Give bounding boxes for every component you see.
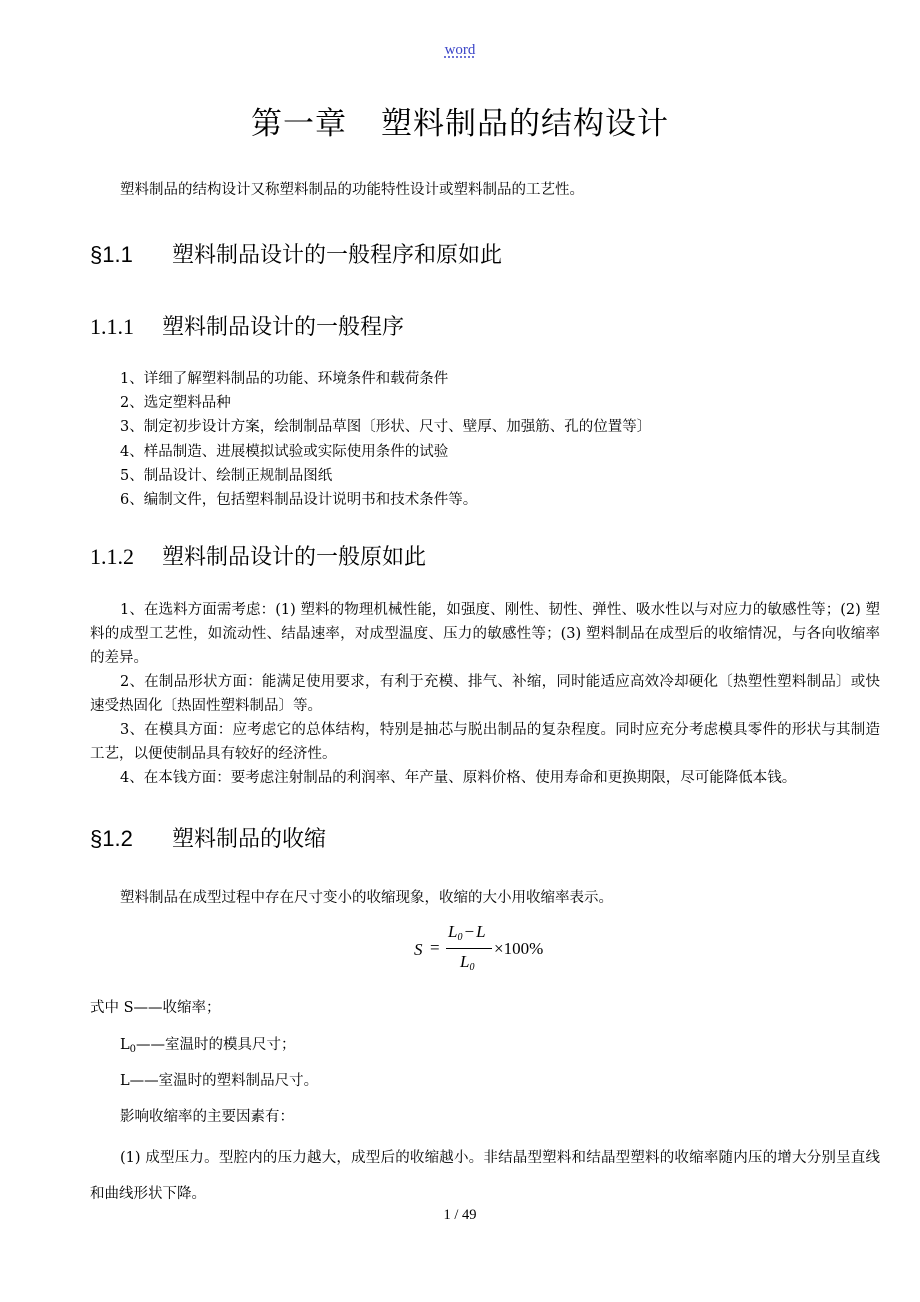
formula-subscript: 0 xyxy=(457,932,463,943)
formula-subscript: 0 xyxy=(469,962,475,973)
subsection-number: 1.1.2 xyxy=(90,544,134,569)
page-number: 1 / 49 xyxy=(443,1207,477,1223)
list-item: 5、制品设计、绘制正规制品图纸 xyxy=(120,467,333,484)
chapter-title xyxy=(0,98,920,143)
section-number: §1.2 xyxy=(90,826,133,851)
shrink-intro: 塑料制品在成型过程中存在尺寸变小的收缩现象，收缩的大小用收缩率表示。 xyxy=(120,890,613,906)
subsection-1-1-1-heading xyxy=(90,310,404,341)
principle-paragraph: 3、在模具方面：应考虑它的总体结构，特别是抽芯与脱出制品的复杂程度。同时应充分考虑模具零件的形状与其制造工艺，以便使制品具有较好的经济性。 xyxy=(90,722,880,762)
factors-title: 影响收缩率的主要因素有： xyxy=(120,1109,294,1125)
where-line: 式中 S——收缩率； xyxy=(90,1000,221,1016)
fraction-bar xyxy=(446,948,492,949)
shrinkage-formula xyxy=(410,922,570,980)
definition-subscript: 0 xyxy=(129,1044,137,1055)
chapter-number: 第一章 xyxy=(251,106,347,142)
list-item: 4、样品制造、进展模拟试验或实际使用条件的试验 xyxy=(120,443,449,460)
formula-var: L xyxy=(460,952,470,971)
section-1-1-heading xyxy=(90,238,502,269)
intro-paragraph: 塑料制品的结构设计又称塑料制品的功能特性设计或塑料制品的工艺性。 xyxy=(120,182,584,198)
definition-var: L xyxy=(120,1037,130,1053)
list-item: 6、编制文件，包括塑料制品设计说明书和技术条件等。 xyxy=(120,492,478,509)
subsection-title: 塑料制品设计的一般程序 xyxy=(162,315,405,340)
formula-denominator xyxy=(460,952,474,973)
definition-text: ——室温时的模具尺寸； xyxy=(136,1037,296,1053)
principle-paragraph: 2、在制品形状方面：能满足使用要求，有利于充模、排气、补缩，同时能适应高效冷却硬化〔热塑性塑料制品〕或快速受热固化〔热固性塑料制品〕等。 xyxy=(90,674,880,714)
design-steps-list xyxy=(120,367,651,512)
section-1-2-heading xyxy=(90,822,326,853)
formula-var: L xyxy=(448,922,458,941)
list-item: 2、选定塑料品种 xyxy=(120,395,231,412)
principles-block xyxy=(90,598,880,790)
subsection-number: 1.1.1 xyxy=(90,314,134,339)
list-item: 3、制定初步设计方案，绘制制品草图〔形状、尺寸、壁厚、加强筋、孔的位置等〕 xyxy=(120,419,652,436)
principle-paragraph: 1、在选料方面需考虑：(1) 塑料的物理机械性能，如强度、刚性、韧性、弹性、吸水性以与对应力的敏感性等；(2) 塑料的成型工艺性，如流动性、结晶速率，对成型温度、压力的敏感性等；(3) 塑料制品在成型后的收缩情况，与各向收缩率的差异。 xyxy=(90,602,880,666)
formula-numerator xyxy=(448,922,486,943)
formula-minus: − xyxy=(464,922,475,941)
definition-l0 xyxy=(120,1033,296,1062)
formula-equals: = xyxy=(430,938,440,957)
list-item: 1、详细了解塑料制品的功能、环境条件和载荷条件 xyxy=(120,371,449,387)
formula-var: L xyxy=(476,922,486,941)
header-word-link[interactable]: word xyxy=(444,42,476,58)
section-title: 塑料制品设计的一般程序和原如此 xyxy=(172,243,503,268)
section-title: 塑料制品的收缩 xyxy=(172,827,327,852)
subsection-title: 塑料制品设计的一般原如此 xyxy=(162,545,427,570)
chapter-name: 塑料制品的结构设计 xyxy=(381,106,669,142)
formula-multiplier: ×100% xyxy=(494,939,544,958)
subsection-1-1-2-heading xyxy=(90,540,426,571)
section-number: §1.1 xyxy=(90,242,133,267)
formula-lhs: S xyxy=(414,940,423,959)
factor-1-paragraph: (1) 成型压力。型腔内的压力越大，成型后的收缩越小。非结晶型塑料和结晶型塑料的收缩率随内压的增大分别呈直线和曲线形状下降。 xyxy=(90,1150,880,1202)
principle-paragraph: 4、在本钱方面：要考虑注射制品的利润率、年产量、原料价格、使用寿命和更换期限，尽可能降低本钱。 xyxy=(120,770,797,786)
definition-l: L——室温时的塑料制品尺寸。 xyxy=(120,1073,319,1089)
